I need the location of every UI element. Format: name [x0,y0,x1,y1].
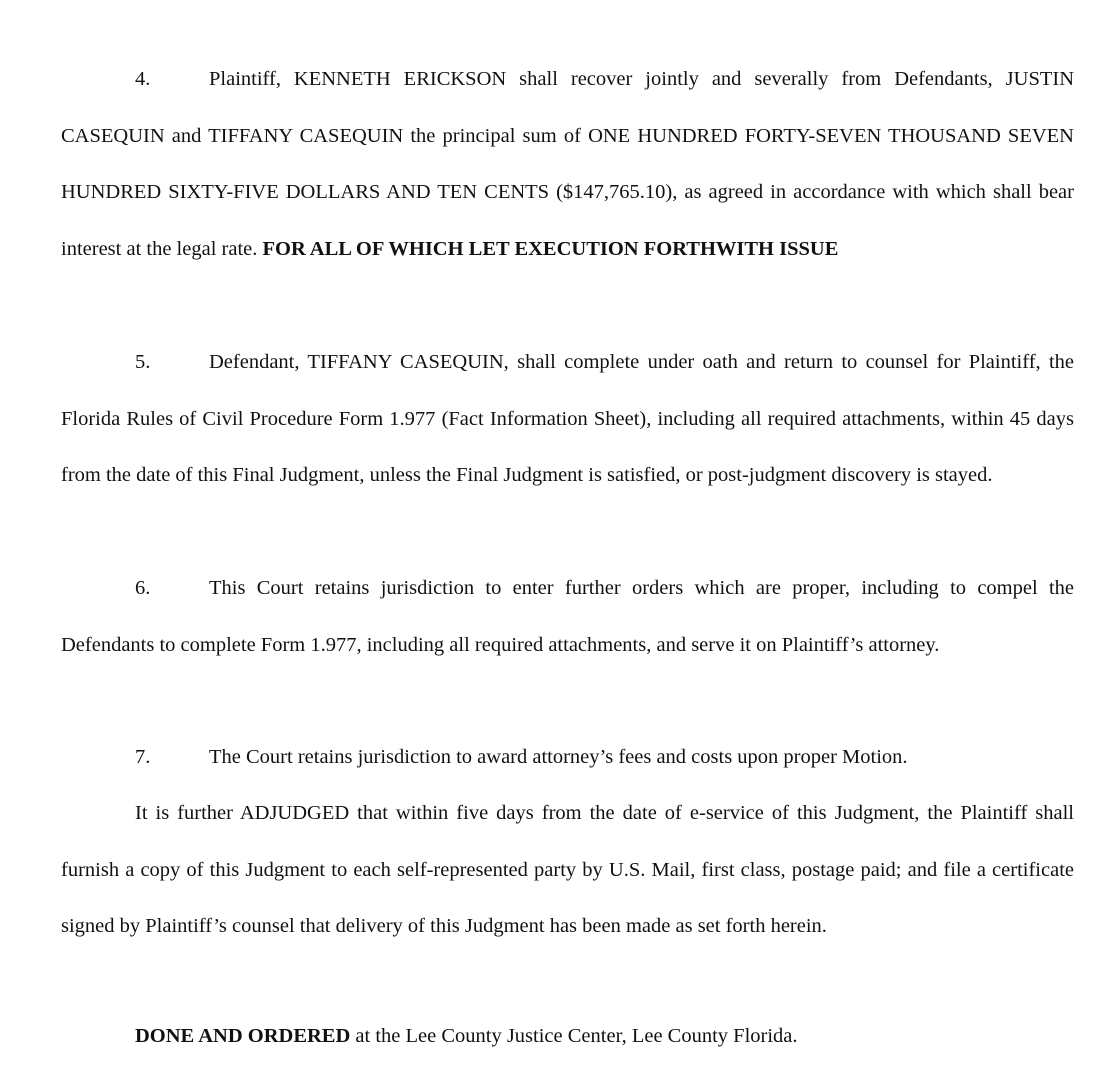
paragraph-6 [61,560,1074,673]
paragraph-5 [61,334,1074,504]
done-and-ordered-label: DONE AND ORDERED [135,1025,351,1047]
adjudged-paragraph [61,785,1074,955]
paragraph-number: 5. [135,351,151,373]
execution-clause: FOR ALL OF WHICH LET EXECUTION FORTHWITH ISSUE [262,237,839,260]
done-and-ordered [61,1008,1074,1065]
paragraph-number: 4. [135,68,151,90]
paragraph-text: Plaintiff, KENNETH ERICKSON shall recover jointly and severally from Defendants, JUSTIN CASEQUIN and TIFFANY CASEQUIN the principal sum of ONE HUNDRED FORTY-SEVEN THOUSAND SEVEN HUNDRED SIXTY-FIVE DOLLARS AND TEN CENTS ($147,765.10), as agreed in accordance with which shall bear interest at the legal rate. [61,68,1074,260]
done-and-ordered-text: at the Lee County Justice Center, Lee County Florida. [350,1025,798,1047]
paragraph-4 [61,51,1074,277]
paragraph-number: 6. [135,577,151,599]
adjudged-text: It is further ADJUDGED that within five days from the date of e-service of this Judgment, the Plaintiff shall furnish a copy of this Judgment to each self-represented party by U.S. Mail, first class, postage paid; and file a certificate signed by Plaintiff’s counsel that delivery of this Judgment has been made as set forth herein. [61,802,1074,937]
paragraph-text: This Court retains jurisdiction to enter further orders which are proper, including to compel the Defendants to complete Form 1.977, including all required attachments, and serve it on Plaintiff’s attorney. [61,577,1074,656]
paragraph-text: The Court retains jurisdiction to award attorney’s fees and costs upon proper Motion. [209,746,908,768]
paragraph-text: Defendant, TIFFANY CASEQUIN, shall complete under oath and return to counsel for Plaintiff, the Florida Rules of Civil Procedure Form 1.977 (Fact Information Sheet), including all required attachments, within 45 days from the date of this Final Judgment, unless the Final Judgment is satisfied, or post-judgment discovery is stayed. [61,351,1074,486]
paragraph-number: 7. [135,746,151,768]
paragraph-7 [61,729,1074,786]
